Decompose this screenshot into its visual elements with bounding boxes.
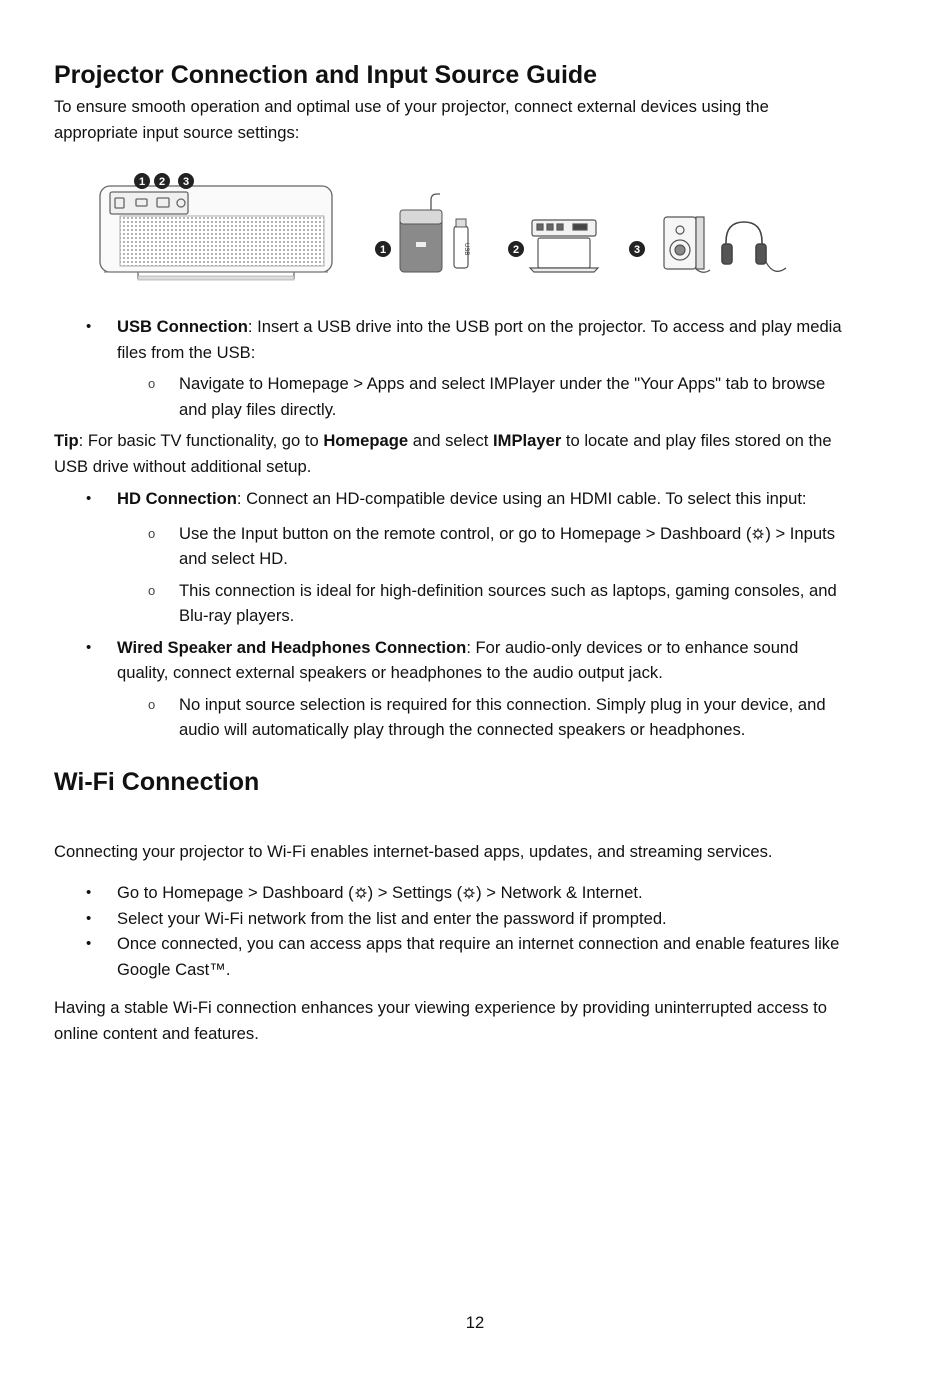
usb-connection-text: : Insert a USB drive into the USB port on the projector. To access and play media files from the USB: [117,317,842,362]
hd-connection-item [54,486,854,629]
headphones-illustration [722,222,786,271]
callout-1-icon [134,173,150,189]
wired-sub-list [117,692,854,743]
svg-text:3: 3 [182,176,190,188]
connection-diagram [98,172,798,292]
hd-sub-item-input [54,521,854,572]
hd-sub-list [117,521,854,629]
wired-connection-label: Wired Speaker and Headphones Connection [117,637,467,657]
usb-callout-icon [375,241,391,257]
svg-text:2: 2 [158,176,166,188]
svg-text:1: 1 [138,176,146,188]
wifi-intro: Connecting your projector to Wi-Fi enables internet-based apps, updates, and streaming services. [54,841,773,861]
svg-text:3: 3 [633,244,641,256]
wifi-closing-paragraph: Having a stable Wi-Fi connection enhances your viewing experience by providing uninterrupted access to online content and features. [54,998,827,1043]
callout-3-icon [178,173,194,189]
projector-illustration [100,186,332,280]
svg-text:USB: USB [463,243,469,256]
wired-sub-item: o No input source selection is required for this connection. Simply plug in your device, and audio will automatically play through the connected speakers or headphones. [54,692,854,743]
wired-connection-item [54,635,854,743]
wired-connection-text: : For audio-only devices or to enhance sound quality, connect external speakers or headphones to the audio output jack. [117,637,799,682]
hd-connection-label: HD Connection [117,489,237,508]
usb-sub-item: o Navigate to Homepage > Apps and select IMPlayer under the "Your Apps" tab to browse and play files directly. [54,371,854,422]
hd-connection-text: : Connect an HD-compatible device using an HDMI cable. To select this input: [236,489,807,508]
gear-icon [355,887,367,899]
page-content [54,58,854,1046]
page-title: Projector Connection and Input Source Guide [54,61,598,89]
gear-icon [752,528,764,540]
page-number: 12 [465,1313,485,1332]
tip-homepage: Homepage [323,431,409,450]
wifi-step-3: • Once connected, you can access apps that require an internet connection and enable features like Google Cast™. [54,931,854,982]
tip-text-3: to locate and play files stored on the USB drive without additional setup. [54,431,832,476]
tip-implayer: IMPlayer [493,431,562,450]
wifi-step-2: • Select your Wi-Fi network from the list and enter the password if prompted. [54,906,854,932]
usb-connection-item [54,314,854,422]
intro-paragraph: To ensure smooth operation and optimal use of your projector, connect external devices using the appropriate input source settings: [54,97,769,142]
hd-sub-item-ideal: o This connection is ideal for high-definition sources such as laptops, gaming consoles, and Blu-ray players. [54,578,854,629]
wifi-step-1 [54,880,854,906]
tip-paragraph [54,428,854,479]
tip-text-1: : For basic TV functionality, go to [78,431,324,450]
tip-label: Tip [54,431,79,450]
callout-2-icon [154,173,170,189]
hd-sub-text-b: ) > Inputs and select HD. [179,523,836,568]
speaker-illustration [664,217,710,272]
wifi-step-1-text-a: Go to Homepage > Dashboard ( [117,883,354,902]
wifi-steps-list [54,880,854,982]
audio-callout-icon [629,241,645,257]
hd-callout-icon [508,241,524,257]
settings-gear-icon [463,887,475,899]
usb-drive-illustration [400,194,469,272]
usb-sub-list [117,371,854,422]
wifi-section-title: Wi-Fi Connection [54,767,260,796]
connections-list [54,486,854,743]
hd-sub-text-a: Use the Input button on the remote control, or go to Homepage > Dashboard ( [179,523,752,543]
usb-connection-list [54,314,854,422]
hd-device-illustration [530,220,598,272]
svg-text:2: 2 [512,244,520,256]
tip-text-2: and select [408,431,494,450]
wifi-step-1-text-b: ) > Settings ( [367,883,463,902]
wifi-step-1-text-c: ) > Network & Internet. [476,883,643,902]
usb-connection-label: USB Connection [117,317,248,336]
svg-text:1: 1 [379,244,387,256]
